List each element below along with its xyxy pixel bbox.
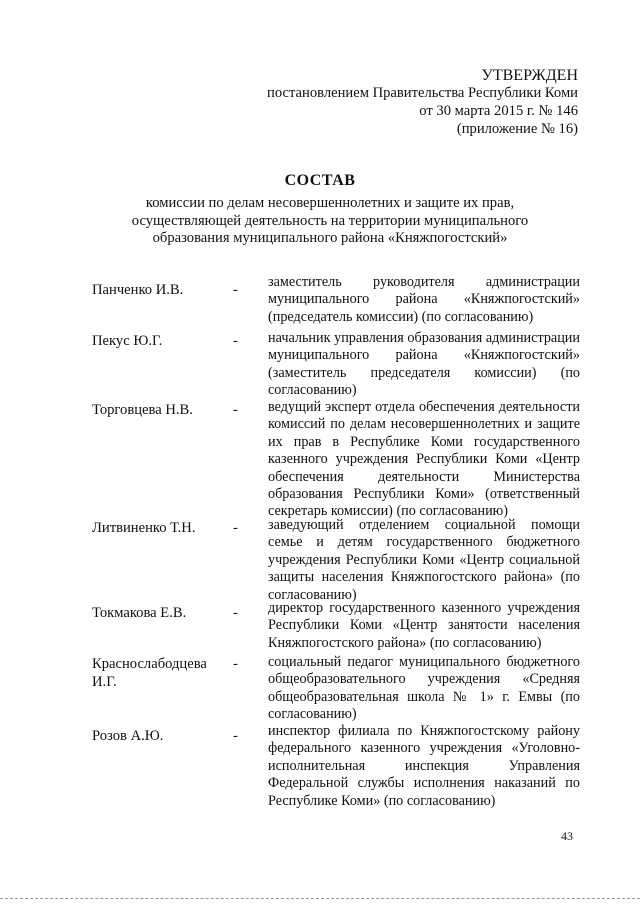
member-name: Пекус Ю.Г. [92, 333, 163, 349]
member-name: Торговцева Н.В. [92, 402, 193, 418]
member-name: Краснослабодцева И.Г. [92, 656, 207, 690]
member-dash: - [233, 333, 238, 349]
approval-line-1: постановлением Правительства Республики Коми [267, 85, 578, 101]
document-title: СОСТАВ [284, 172, 356, 189]
approval-line-2: от 30 марта 2015 г. № 146 [419, 102, 578, 119]
subtitle-line-3: образования муниципального района «Княжпогостский» [152, 230, 508, 246]
member-role: начальник управления образования администрации муниципального района «Княжпогостский» (заместитель председателя комиссии) (по согласованию) [268, 330, 580, 399]
member-dash: - [233, 728, 238, 744]
approval-heading: УТВЕРЖДЕН [481, 67, 578, 84]
member-dash: - [233, 402, 238, 418]
approval-block [267, 66, 578, 138]
member-name: Литвиненко Т.Н. [92, 520, 196, 536]
member-role: заведующий отделением социальной помощи семье и детям государственного бюджетного учреждения Республики Коми «Центр социальной защиты населения Княжпогостского района» (по согласованию) [268, 517, 580, 603]
document-subtitle [90, 195, 570, 248]
member-dash: - [233, 520, 238, 536]
member-role: ведущий эксперт отдела обеспечения деятельности комиссий по делам несовершеннолетних и защите их прав в Республике Коми государственного казенного учреждения Республики Коми «Центр обеспечения деятельности Министерства образования Республики Коми» (ответственный секретарь комиссии) (по согласованию) [268, 399, 580, 520]
subtitle-line-1: комиссии по делам несовершеннолетних и защите их прав, [145, 195, 515, 211]
member-dash: - [233, 605, 238, 621]
member-name: Розов А.Ю. [92, 728, 164, 744]
approval-line-3: (приложение № 16) [456, 120, 578, 137]
member-dash: - [233, 282, 238, 298]
member-name: Панченко И.В. [92, 282, 184, 298]
member-role: инспектор филиала по Княжпогостскому району федерального казенного учреждения «Уголовно-исполнительная инспекция Управления Федеральной службы исполнения наказаний по Республике Коми» (по согласованию) [268, 723, 580, 809]
member-name: Токмакова Е.В. [92, 605, 187, 621]
page-number: 43 [561, 829, 573, 843]
member-role: заместитель руководителя администрации муниципального района «Княжпогостский» (председатель комиссии) (по согласованию) [268, 274, 580, 325]
member-role: социальный педагог муниципального бюджетного общеобразовательного учреждения «Средняя общеобразовательная школа № 1» г. Емвы (по согласованию) [268, 654, 580, 723]
page-bottom-divider [0, 898, 640, 899]
member-dash: - [233, 656, 238, 672]
subtitle-line-2: осуществляющей деятельность на территории муниципального [131, 212, 529, 229]
member-role: директор государственного казенного учреждения Республики Коми «Центр занятости населения Княжпогостского района» (по согласованию) [268, 600, 580, 651]
